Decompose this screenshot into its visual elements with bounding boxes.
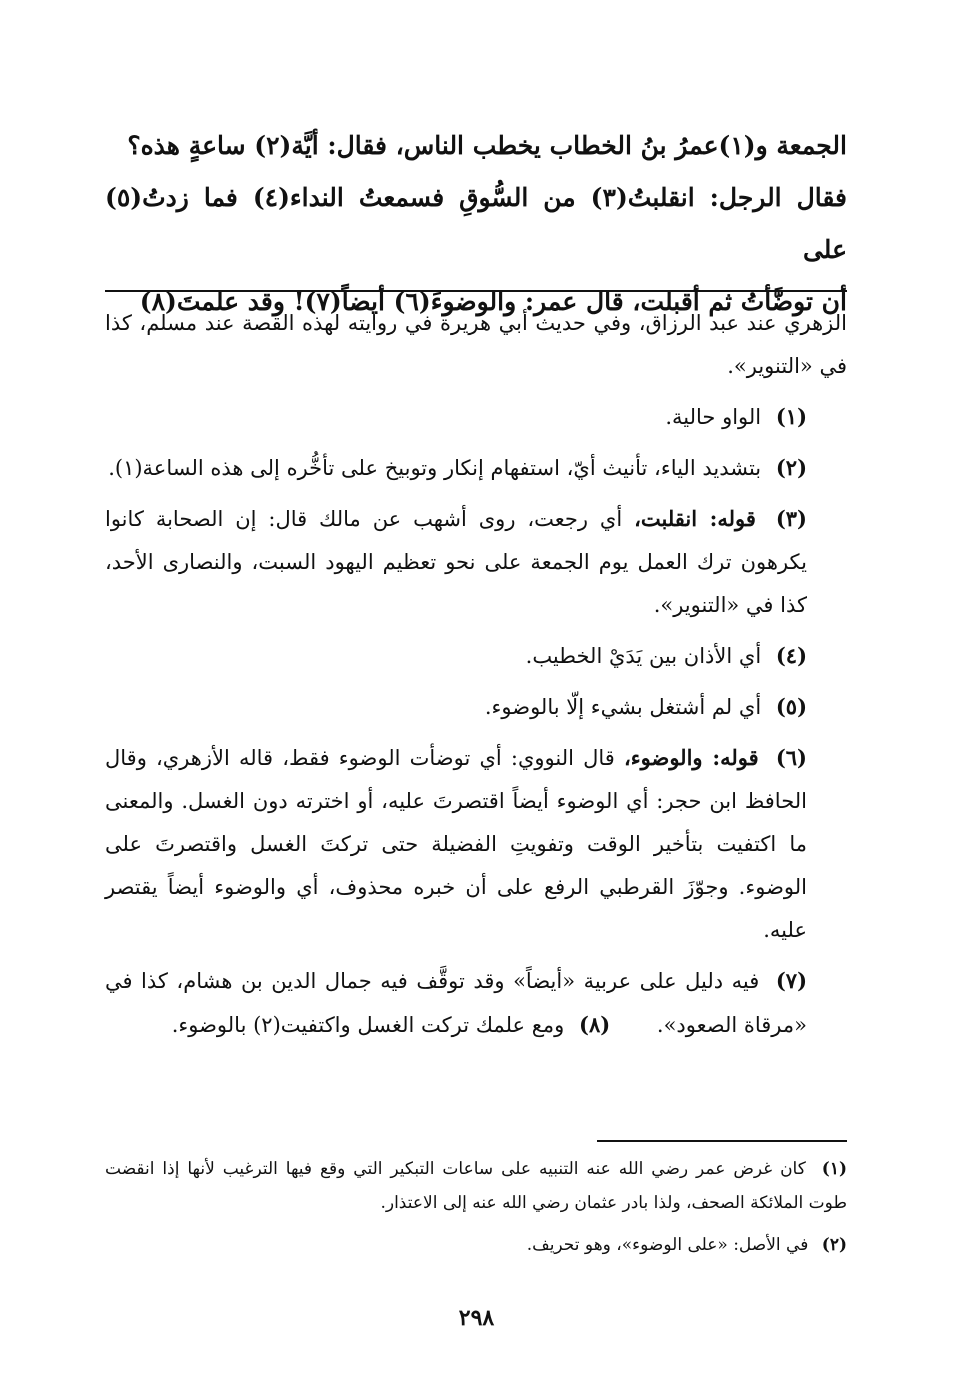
note-number: (٣)	[775, 506, 807, 531]
note-number: (١)	[821, 1159, 847, 1179]
main-line: فقال الرجل: انقلبتُ(٣) من السُّوقِ فسمعتُ النداء(٤) فما زدتُ(٥) على	[105, 183, 847, 264]
note-text: بتشديد الياء، تأنيث أيّ، استفهام إنكار وتوبيخ على تأخُّره إلى هذه الساعة(١).	[108, 456, 762, 480]
note-text: قال النووي: أي توضأت الوضوء فقط، قاله الأزهري، وقال الحافظ ابن حجر: أي الوضوء أيضاً اقتصرتَ عليه، أو اخترته دون الغسل. والمعنى ما اكتفيت بتأخير الوقت وتفويتِ الفضيلة حتى تركتَ الغسل واقتصرتَ على الوضوء. وجوّزَ القرطبي الرفع على أن خبره محذوف، أي والوضوء أيضاً يقتصر عليه.	[105, 746, 807, 942]
note-number: (٦)	[775, 745, 807, 770]
note-2	[105, 446, 847, 490]
note-3	[105, 497, 847, 627]
note-lead: قوله: والوضوء،	[624, 745, 759, 770]
main-text	[105, 120, 847, 328]
note-lead: قوله: انقلبت،	[634, 506, 756, 531]
editor-note-1	[105, 1152, 847, 1220]
editor-notes	[105, 1152, 847, 1270]
note-text: ومع علمك تركت الغسل واكتفيت(٢) بالوضوء.	[171, 1013, 565, 1037]
note-number: (١)	[775, 404, 807, 429]
note-text: الواو حالية.	[665, 405, 762, 429]
main-line: الجمعة و(١)عمرُ بنُ الخطاب يخطب الناس، فقال: أيَّة(٢) ساعةٍ هذه؟	[127, 131, 847, 160]
note-text: أي رجعت، روى أشهب عن مالك قال: إن الصحابة كانوا يكرهون ترك العمل يوم الجمعة على نحو تعظيم اليهود السبت، والنصارى الأحد، كذا في «التنوير».	[105, 507, 807, 617]
note-text: أي الأذان بين يَدَيْ الخطيب.	[525, 644, 762, 668]
note-text: في الأصل: «على الوضوء»، وهو تحريف.	[526, 1235, 809, 1255]
note-number: (٤)	[775, 643, 807, 668]
commentary-notes	[105, 302, 847, 1054]
separator-rule	[105, 290, 847, 292]
note-number: (٥)	[775, 694, 807, 719]
note-6	[105, 736, 847, 952]
note-text: أي لم أشتغل بشيء إلّا بالوضوء.	[484, 695, 762, 719]
main-line: أن توضَّأتُ ثم أقبلت، قال عمر: والوضوءَ(٦) أيضاً(٧)! وقد علمتَ(٨)	[139, 287, 847, 316]
page-number: ٢٩٨	[458, 1305, 495, 1331]
editor-note-2	[105, 1228, 847, 1262]
note-number: (٢)	[821, 1235, 847, 1255]
note-4	[105, 634, 847, 678]
editor-separator-rule	[597, 1140, 847, 1142]
note-1	[105, 395, 847, 439]
note-number: (٨)	[579, 1012, 611, 1037]
note-number: (٧)	[775, 968, 807, 993]
note-intro: الزهري عند عبد الرزاق، وفي حديث أبي هريرة في روايته لهذه القصة عند مسلم، كذا في «التنوير».	[105, 311, 847, 378]
note-number: (٢)	[775, 455, 807, 480]
note-text: فيه دليل على عربية «أيضاً» وقد توقَّف فيه جمال الدين بن هشام، كذا في «مرقاة الصعود».	[105, 969, 807, 1037]
note-text: كان غرض عمر رضي الله عنه التنبيه على ساعات التبكير التي وقع فيها الترغيب لأنها إذا انقضت طوت الملائكة الصحف، ولذا بادر عثمان رضي الله عنه إلى الاعتذار.	[105, 1159, 847, 1213]
note-5	[105, 685, 847, 729]
note-7-8	[105, 959, 847, 1047]
